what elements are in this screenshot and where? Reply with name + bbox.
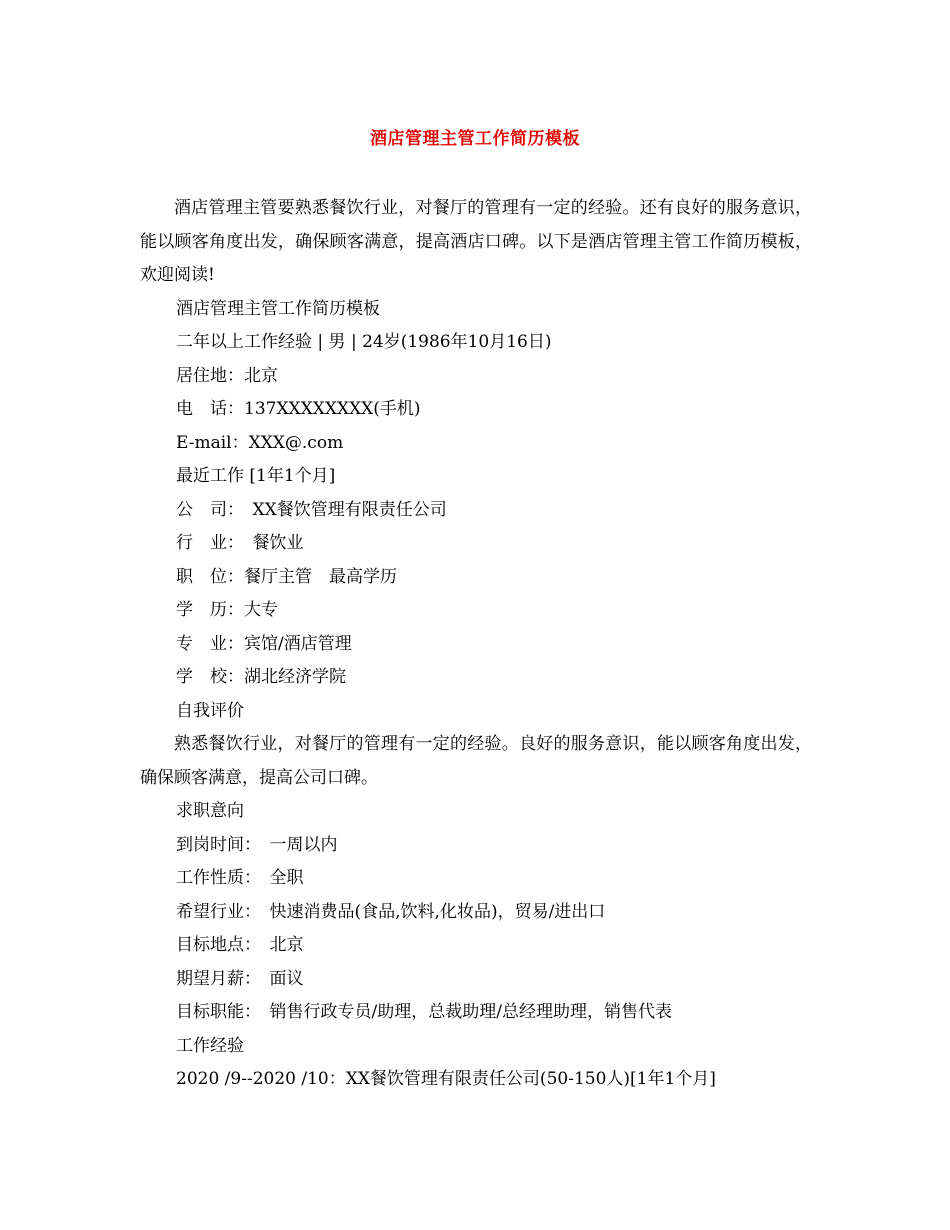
major-line: 专 业：宾馆/酒店管理: [176, 633, 352, 654]
residence-line: 居住地：北京: [176, 365, 278, 386]
experience-line: 2020 /9--2020 /10：XX餐饮管理有限责任公司(50-150人)[1年1个月]: [176, 1069, 716, 1089]
resume-heading: 酒店管理主管工作简历模板: [176, 298, 380, 319]
job-type-line: 工作性质： 全职: [176, 868, 304, 888]
position-line: 职 位：餐厅主管 最高学历: [176, 566, 397, 587]
document-body: [140, 192, 812, 1097]
experience-heading: 工作经验: [176, 1035, 244, 1056]
summary-line: 二年以上工作经验 | 男 | 24岁(1986年10月16日): [176, 332, 552, 352]
company-line: 公 司： XX餐饮管理有限责任公司: [176, 499, 447, 520]
self-eval-paragraph: 熟悉餐饮行业，对餐厅的管理有一定的经验。良好的服务意识，能以顾客角度出发，确保顾客满意，提高公司口碑。: [140, 734, 812, 788]
desired-industry-line: 希望行业： 快速消费品(食品,饮料,化妆品)，贸易/进出口: [176, 901, 606, 922]
school-line: 学 校：湖北经济学院: [176, 667, 346, 687]
target-roles-line: 目标职能： 销售行政专员/助理，总裁助理/总经理助理，销售代表: [176, 1002, 672, 1022]
document-title: 酒店管理主管工作简历模板: [370, 129, 580, 149]
arrival-line: 到岗时间： 一周以内: [176, 834, 338, 855]
education-line: 学 历：大专: [176, 600, 278, 620]
recent-work-line: 最近工作 [1年1个月]: [176, 466, 336, 486]
location-line: 目标地点： 北京: [176, 935, 304, 955]
self-eval-heading: 自我评价: [176, 700, 244, 721]
industry-line: 行 业： 餐饮业: [176, 533, 304, 553]
intro-paragraph: 酒店管理主管要熟悉餐饮行业，对餐厅的管理有一定的经验。还有良好的服务意识，能以顾客角度出发，确保顾客满意，提高酒店口碑。以下是酒店管理主管工作简历模板，欢迎阅读!: [140, 198, 812, 285]
phone-line: 电 话：137XXXXXXXX(手机): [176, 399, 421, 419]
intent-heading: 求职意向: [176, 801, 244, 821]
salary-line: 期望月薪： 面议: [176, 968, 304, 989]
email-line: E-mail：XXX@.com: [176, 432, 344, 453]
